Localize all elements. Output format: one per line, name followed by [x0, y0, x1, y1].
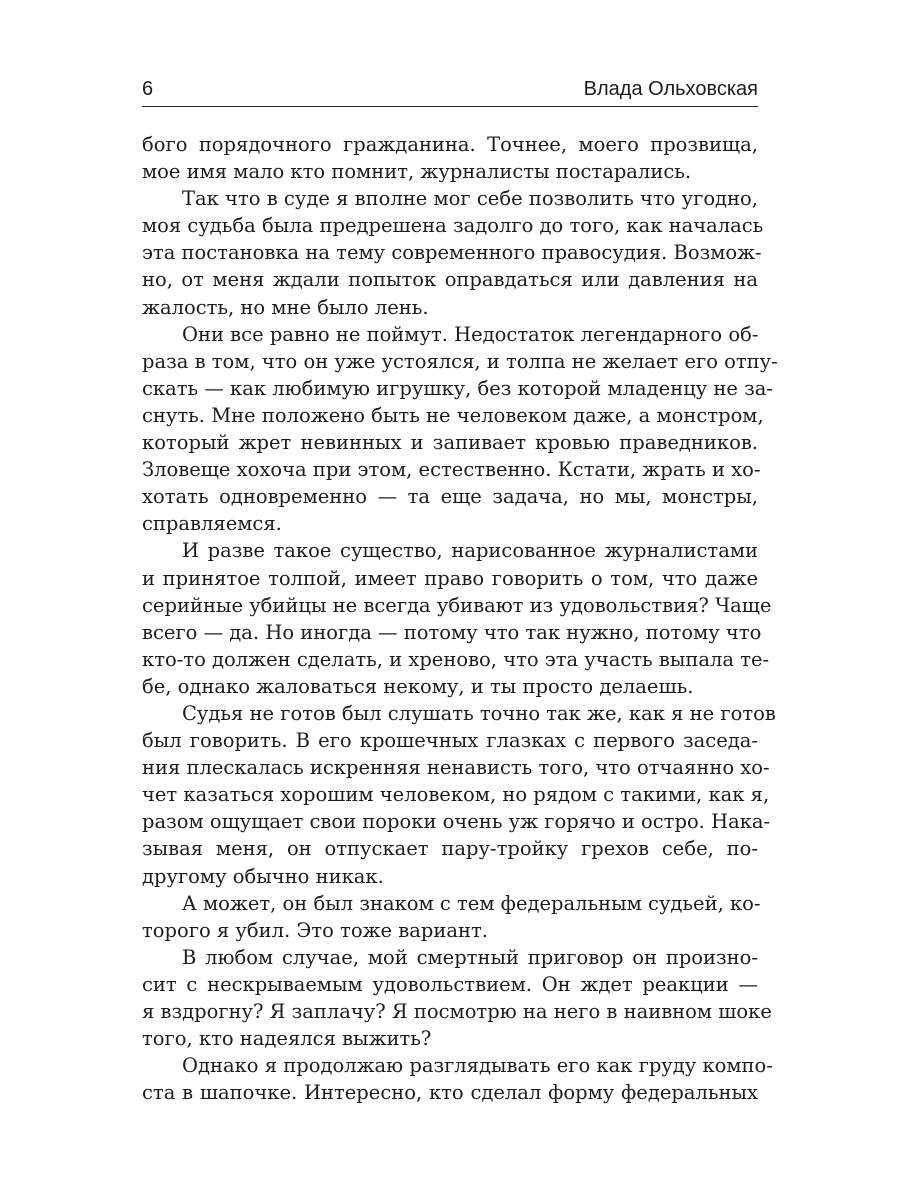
text-line: хотать одновременно — та еще задача, но мы, монстры,	[142, 485, 758, 509]
text-line: я вздрогну? Я заплачу? Я посмотрю на него в наивном шоке	[142, 1000, 772, 1023]
body-text	[142, 131, 778, 1106]
text-line: снуть. Мне положено быть не человеком даже, а монстром,	[142, 403, 764, 427]
text-line: моя судьба была предрешена задолго до того, как началась	[142, 214, 764, 238]
text-line: торого я убил. Это тоже вариант.	[142, 918, 488, 942]
paragraph	[142, 185, 764, 320]
text-line: сит с нескрываемым удовольствием. Он ждет реакции —	[142, 972, 758, 996]
paragraph	[142, 537, 772, 700]
text-line: чет казаться хорошим человеком, но рядом с такими, как я,	[142, 783, 770, 807]
text-line: и принятое толпой, имеет право говорить о том, что даже	[142, 566, 758, 590]
paragraph	[142, 890, 761, 944]
text-line: раза в том, что он уже устоялся, и толпа не желает его отпу-	[142, 349, 778, 373]
text-line: другому обычно никак.	[142, 864, 384, 888]
paragraph	[142, 700, 776, 890]
text-line: бого порядочного гражданина. Точнее, моего прозвища,	[142, 133, 758, 156]
text-line: Однако я продолжаю разглядывать его как груду компо-	[182, 1054, 773, 1078]
text-line: всего — да. Но иногда — потому что так нужно, потому что	[142, 620, 762, 644]
text-line: эта постановка на тему современного правосудия. Возмож-	[142, 241, 762, 265]
text-line: справляемся.	[142, 512, 282, 536]
text-line: В любом случае, мой смертный приговор он произно-	[182, 945, 758, 969]
text-line: ния плескалась искренняя ненависть того, что отчаянно хо-	[142, 756, 770, 780]
page-number: 6	[142, 78, 154, 100]
text-line: мое имя мало кто помнит, журналисты постарались.	[142, 160, 692, 184]
text-line: Судья не готов был слушать точно так же, как я не готов	[182, 701, 776, 725]
text-line: А может, он был знаком с тем федеральным судьей, ко-	[182, 891, 761, 915]
paragraph	[142, 321, 778, 538]
text-line: зывая меня, он отпускает пару-тройку грехов себе, по-	[142, 837, 758, 861]
text-line: кто-то должен сделать, и хреново, что эта участь выпала те-	[142, 647, 770, 671]
paragraph	[142, 131, 758, 185]
paragraph	[142, 944, 772, 1052]
text-line: Они все равно не поймут. Недостаток легендарного об-	[182, 322, 759, 346]
text-line: Зловеще хохоча при этом, естественно. Кстати, жрать и хо-	[142, 458, 761, 482]
paragraph	[142, 1052, 773, 1106]
text-line: но, от меня ждали попыток оправдаться или давления на	[142, 268, 758, 292]
text-line: разом ощущает свои пороки очень уж горячо и остро. Нака-	[142, 810, 771, 834]
text-line: скать — как любимую игрушку, без которой младенцу не за-	[142, 376, 774, 400]
text-line: того, кто надеялся выжить?	[142, 1027, 432, 1051]
text-line: который жрет невинных и запивает кровью праведников.	[142, 431, 758, 455]
text-line: был говорить. В его крошечных глазках с первого заседа-	[142, 729, 758, 753]
text-line: бе, однако жаловаться некому, и ты просто делаешь.	[142, 674, 694, 698]
text-line: И разве такое существо, нарисованное журналистами	[182, 539, 758, 563]
text-line: жалость, но мне было лень.	[142, 295, 429, 319]
text-line: Так что в суде я вполне мог себе позволить что угодно,	[182, 187, 758, 211]
running-title-author: Влада Ольховская	[583, 78, 758, 100]
text-line: серийные убийцы не всегда убивают из удовольствия? Чаще	[142, 593, 772, 617]
running-header	[142, 74, 758, 107]
text-line: ста в шапочке. Интересно, кто сделал форму федеральных	[142, 1081, 758, 1105]
